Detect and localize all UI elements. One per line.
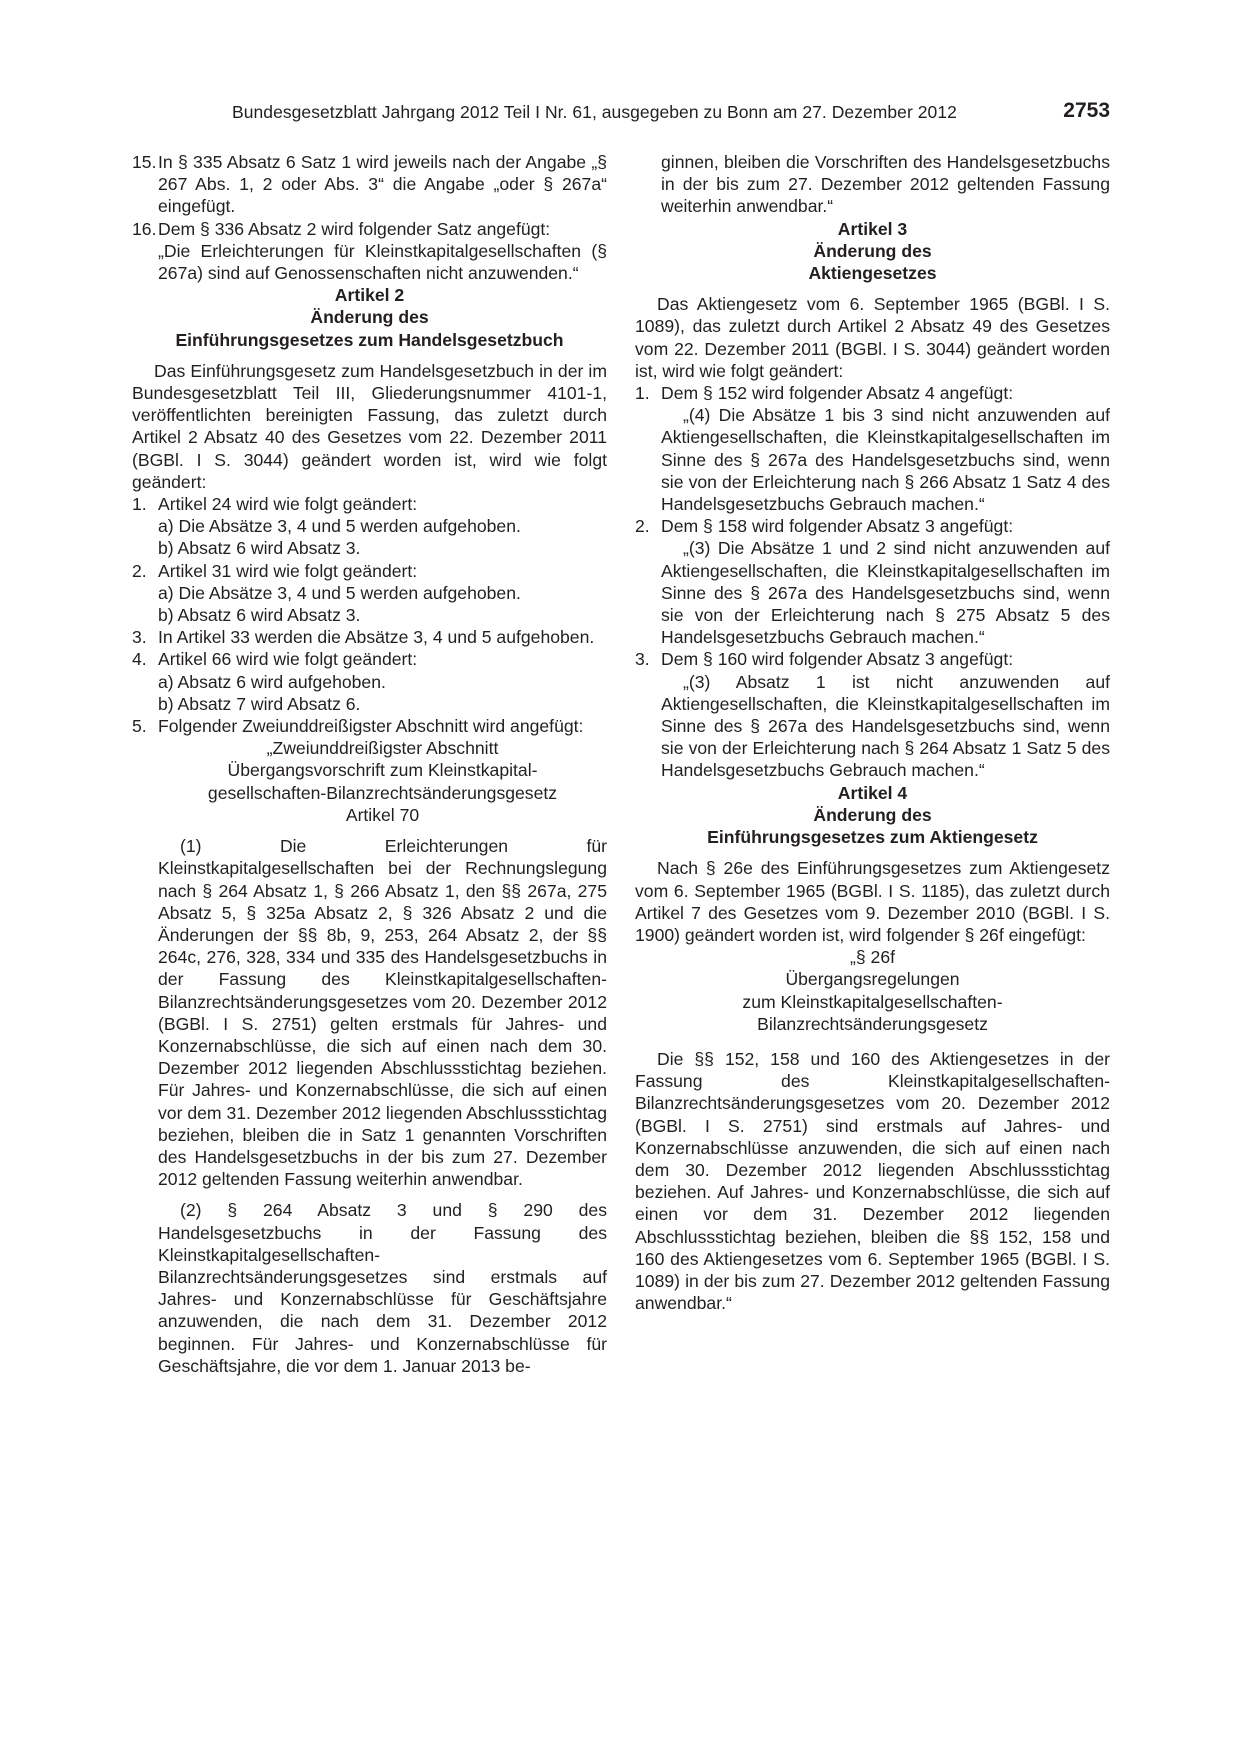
sub-item: a) Die Absätze 3, 4 und 5 werden aufgehoben. bbox=[158, 582, 521, 603]
item-number: 2. bbox=[635, 516, 650, 537]
article-heading: Artikel 4 bbox=[837, 782, 908, 803]
paragraph-continuation: ginnen, bleiben die Vorschriften des Handelsgesetzbuchs in der bis zum 27. Dezember 2012 geltenden Fassung weiterhin anwendbar.“ bbox=[661, 152, 1110, 217]
list-item bbox=[132, 648, 607, 670]
section-subtitle: Übergangsvorschrift zum Kleinstkapital- bbox=[227, 760, 538, 781]
article-heading: Artikel 2 bbox=[334, 285, 405, 306]
item-number: 3. bbox=[132, 627, 147, 648]
section-subtitle: Bilanzrechtsänderungsgesetz bbox=[757, 1013, 988, 1034]
sub-item: b) Absatz 6 wird Absatz 3. bbox=[158, 605, 361, 626]
sub-item: a) Absatz 6 wird aufgehoben. bbox=[158, 671, 386, 692]
item-number: 15. bbox=[132, 152, 157, 172]
item-number: 4. bbox=[132, 649, 147, 670]
section-heading: „§ 26f bbox=[850, 947, 895, 968]
item-number: 3. bbox=[635, 649, 650, 670]
inserted-section bbox=[132, 737, 607, 1377]
list-item bbox=[132, 560, 607, 582]
item-text: Artikel 31 wird wie folgt geändert: bbox=[158, 560, 418, 581]
page-header bbox=[232, 100, 1110, 128]
item-text: Dem § 152 wird folgender Absatz 4 angefügt: bbox=[661, 383, 1014, 404]
page-number: 2753 bbox=[1063, 99, 1110, 122]
quoted-amendment: „(4) Die Absätze 1 bis 3 sind nicht anzuwenden auf Aktiengesellschaften, die Kleinstkapitalgesellschaften im Sinne des § 267a des Handelsgesetzbuchs sind, wenn sie von der Erleichterung nach § 266 Absatz 1 Satz 4 des Handelsgesetzbuchs Gebrauch machen.“ bbox=[661, 405, 1110, 515]
article-subtitle: Änderung des bbox=[813, 804, 932, 825]
item-text: Dem § 336 Absatz 2 wird folgender Satz angefügt: bbox=[158, 218, 551, 239]
item-text: In Artikel 33 werden die Absätze 3, 4 und 5 aufgehoben. bbox=[158, 627, 595, 648]
item-number: 1. bbox=[635, 383, 650, 404]
paragraph: (2) § 264 Absatz 3 und § 290 des Handelsgesetzbuchs in der Fassung des Kleinstkapitalgesellschaften-Bilanzrechtsänderungsgesetzes sind erstmals auf Jahres- und Konzernabschlüsse für Geschäftsjahre anzuwenden, die nach dem 31. Dezember 2012 beginnen. Für Jahres- und Konzernabschlüsse für Geschäftsjahre, die vor dem 1. Januar 2013 be- bbox=[158, 1200, 607, 1376]
item-number: 2. bbox=[132, 560, 147, 581]
item-text: Dem § 160 wird folgender Absatz 3 angefügt: bbox=[661, 649, 1014, 670]
list-item bbox=[635, 648, 1110, 670]
article-intro: Das Einführungsgesetz zum Handelsgesetzbuch in der im Bundesgesetzblatt Teil III, Gliederungsnummer 4101-1, veröffentlichten bereinigten Fassung, das zuletzt durch Artikel 2 Absatz 40 des Gesetzes vom 22. Dezember 2011 (BGBl. I S. 3044) geändert worden ist, wird wie folgt geändert: bbox=[132, 360, 607, 492]
right-column bbox=[635, 151, 1110, 1314]
article-subtitle: Einführungsgesetzes zum Handelsgesetzbuch bbox=[175, 329, 564, 350]
list-item bbox=[132, 493, 607, 515]
item-text: Folgender Zweiunddreißigster Abschnitt wird angefügt: bbox=[158, 716, 584, 737]
article-intro: Das Aktiengesetz vom 6. September 1965 (BGBl. I S. 1089), das zuletzt durch Artikel 2 Absatz 49 des Gesetzes vom 22. Dezember 2011 (BGBl. I S. 3044) geändert worden ist, wird wie folgt geändert: bbox=[635, 294, 1110, 381]
item-text: In § 335 Absatz 6 Satz 1 wird jeweils nach der Angabe „§ 267 Abs. 1, 2 oder Abs. 3“ die Angabe „oder § 267a“ eingefügt. bbox=[158, 152, 607, 217]
article-subtitle: Aktiengesetzes bbox=[808, 263, 937, 284]
list-item bbox=[132, 626, 607, 648]
article-subtitle: Änderung des bbox=[310, 307, 429, 328]
list-item bbox=[635, 515, 1110, 537]
item-text: Artikel 24 wird wie folgt geändert: bbox=[158, 494, 418, 515]
section-subtitle: zum Kleinstkapitalgesellschaften- bbox=[742, 991, 1003, 1012]
section-subtitle: gesellschaften-Bilanzrechtsänderungsgesetz bbox=[207, 782, 558, 803]
sub-item: a) Die Absätze 3, 4 und 5 werden aufgehoben. bbox=[158, 516, 521, 537]
left-column bbox=[132, 151, 607, 1377]
section-subtitle: Übergangsregelungen bbox=[785, 969, 960, 990]
article-heading: Artikel 70 bbox=[345, 804, 420, 825]
article-subtitle: Änderung des bbox=[813, 240, 932, 261]
list-item bbox=[635, 382, 1110, 404]
article-intro: Nach § 26e des Einführungsgesetzes zum Aktiengesetz vom 6. September 1965 (BGBl. I S. 1185), das zuletzt durch Artikel 7 des Gesetzes vom 9. Dezember 2010 (BGBl. I S. 1900) geändert worden ist, wird folgender § 26f eingefügt: bbox=[635, 858, 1110, 945]
article-heading: Artikel 3 bbox=[837, 218, 908, 239]
quoted-amendment: „(3) Absatz 1 ist nicht anzuwenden auf Aktiengesellschaften, die Kleinstkapitalgesellschaften im Sinne des § 267a des Handelsgesetzbuchs sind, wenn sie von der Erleichterung nach § 264 Absatz 1 Satz 5 des Handelsgesetzbuchs Gebrauch machen.“ bbox=[661, 671, 1110, 781]
list-item bbox=[132, 218, 607, 240]
header-title: Bundesgesetzblatt Jahrgang 2012 Teil I Nr. 61, ausgegeben zu Bonn am 27. Dezember 2012 bbox=[232, 102, 957, 122]
item-number: 5. bbox=[132, 716, 147, 737]
quoted-amendment: „Die Erleichterungen für Kleinstkapitalgesellschaften (§ 267a) sind auf Genossenschaften nicht anzuwenden.“ bbox=[158, 240, 607, 284]
article-subtitle: Einführungsgesetzes zum Aktiengesetz bbox=[707, 827, 1038, 848]
item-number: 16. bbox=[132, 218, 157, 239]
item-text: Dem § 158 wird folgender Absatz 3 angefügt: bbox=[661, 516, 1014, 537]
sub-item: b) Absatz 7 wird Absatz 6. bbox=[158, 693, 361, 714]
list-item bbox=[132, 151, 607, 218]
list-item bbox=[132, 715, 607, 737]
paragraph: (1) Die Erleichterungen für Kleinstkapitalgesellschaften bei der Rechnungslegung nach § 264 Absatz 1, § 266 Absatz 1, den §§ 267a, 275 Absatz 5, § 325a Absatz 2, § 326 Absatz 2 und die Änderungen der §§ 8b, 9, 253, 264 Absatz 2, der §§ 264c, 276, 328, 334 und 335 des Handelsgesetzbuchs in der Fassung des Kleinstkapitalgesellschaften-Bilanzrechtsänderungsgesetzes vom 20. Dezember 2012 (BGBl. I S. 2751) gelten erstmals für Jahres- und Konzernabschlüsse, die sich auf einen nach dem 30. Dezember 2012 liegenden Abschlussstichtag beziehen. Für Jahres- und Konzernabschlüsse, die sich auf einen vor dem 31. Dezember 2012 liegenden Abschlussstichtag beziehen, bleiben die in Satz 1 genannten Vorschriften des Handelsgesetzbuchs in der bis zum 27. Dezember 2012 geltenden Fassung weiterhin anwendbar. bbox=[158, 836, 607, 1190]
sub-item: b) Absatz 6 wird Absatz 3. bbox=[158, 538, 361, 559]
item-text: Artikel 66 wird wie folgt geändert: bbox=[158, 649, 418, 670]
paragraph: Die §§ 152, 158 und 160 des Aktiengesetzes in der Fassung des Kleinstkapitalgesellschaften-Bilanzrechtsänderungsgesetzes vom 20. Dezember 2012 (BGBl. I S. 2751) sind erstmals auf Jahres- und Konzernabschlüsse anzuwenden, die sich auf einen nach dem 30. Dezember 2012 liegenden Abschlussstichtag beziehen. Auf Jahres- und Konzernabschlüsse, die sich auf einen vor dem 31. Dezember 2012 liegenden Abschlussstichtag beziehen, bleiben die §§ 152, 158 und 160 des Aktiengesetzes vom 6. September 1965 (BGBl. I S. 1089) in der bis zum 27. Dezember 2012 geltenden Fassung anwendbar.“ bbox=[635, 1048, 1110, 1314]
item-number: 1. bbox=[132, 494, 147, 515]
quoted-amendment: „(3) Die Absätze 1 und 2 sind nicht anzuwenden auf Aktiengesellschaften, die Kleinstkapitalgesellschaften im Sinne des § 267a des Handelsgesetzbuchs sind, wenn sie von der Erleichterung nach § 275 Absatz 5 des Handelsgesetzbuchs Gebrauch machen.“ bbox=[661, 538, 1110, 648]
section-heading: „Zweiunddreißigster Abschnitt bbox=[266, 738, 499, 759]
